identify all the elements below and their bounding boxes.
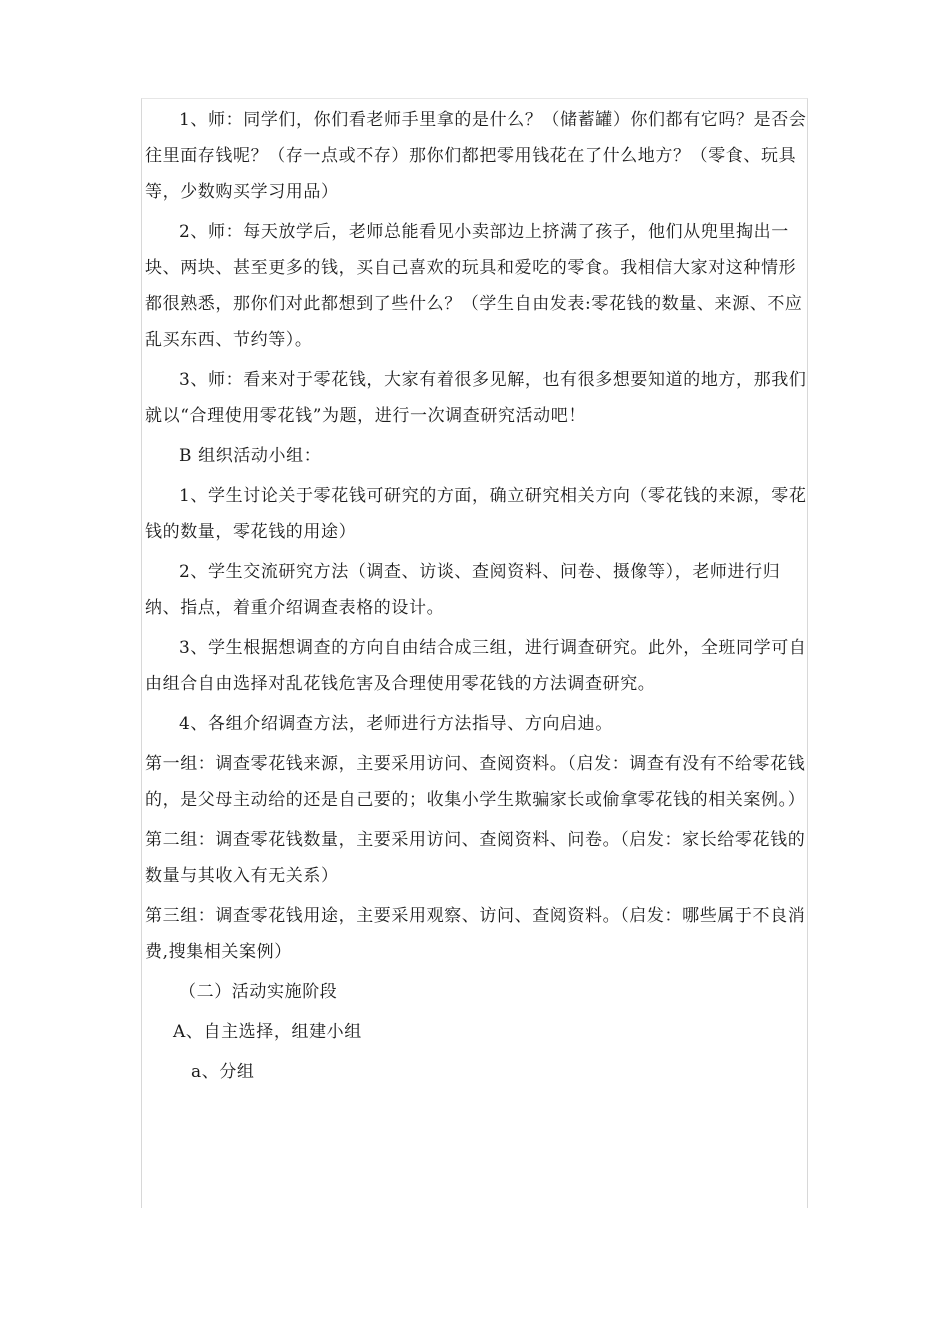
document-body (145, 102, 813, 1094)
paragraph-teacher-3: 3、师：看来对于零花钱，大家有着很多见解，也有很多想要知道的地方，那我们就以“合理使用零花钱”为题，进行一次调查研究活动吧！ (145, 370, 807, 426)
paragraph-group-3: 第三组：调查零花钱用途，主要采用观察、访问、查阅资料。（启发：哪些属于不良消费,搜集相关案例） (145, 906, 806, 962)
paragraph-teacher-1: 1、师：同学们，你们看老师手里拿的是什么？（储蓄罐）你们都有它吗？是否会往里面存钱呢？（存一点或不存）那你们都把零用钱花在了什么地方？（零食、玩具等，少数购买学习用品） (145, 110, 807, 202)
paragraph-step-2: 2、学生交流研究方法（调查、访谈、查阅资料、问卷、摄像等），老师进行归纳、指点，着重介绍调查表格的设计。 (145, 562, 781, 618)
paragraph-step-4: 4、各组介绍调查方法，老师进行方法指导、方向启迪。 (179, 714, 613, 734)
paragraph-step-1: 1、学生讨论关于零花钱可研究的方面，确立研究相关方向（零花钱的来源，零花钱的数量，零花钱的用途） (145, 486, 807, 542)
section-heading-2: （二）活动实施阶段 (179, 982, 338, 1002)
paragraph-group-1: 第一组：调查零花钱来源，主要采用访问、查阅资料。（启发：调查有没有不给零花钱的，是父母主动给的还是自己要的；收集小学生欺骗家长或偷拿零花钱的相关案例。） (145, 754, 806, 810)
paragraph-group-2: 第二组：调查零花钱数量，主要采用访问、查阅资料、问卷。（启发：家长给零花钱的数量与其收入有无关系） (145, 830, 806, 886)
subsection-heading-a: A、自主选择，组建小组 (173, 1022, 362, 1042)
subsection-heading-a-lower: a、分组 (191, 1062, 255, 1082)
paragraph-step-3: 3、学生根据想调查的方向自由结合成三组，进行调查研究。此外，全班同学可自由组合自由选择对乱花钱危害及合理使用零花钱的方法调查研究。 (145, 638, 807, 694)
paragraph-teacher-2: 2、师：每天放学后，老师总能看见小卖部边上挤满了孩子，他们从兜里掏出一块、两块、甚至更多的钱，买自己喜欢的玩具和爱吃的零食。我相信大家对这种情形都很熟悉，那你们对此都想到了些什么？（学生自由发表:零花钱的数量、来源、不应乱买东西、节约等）。 (145, 222, 803, 350)
section-heading-b: B 组织活动小组： (179, 446, 322, 466)
